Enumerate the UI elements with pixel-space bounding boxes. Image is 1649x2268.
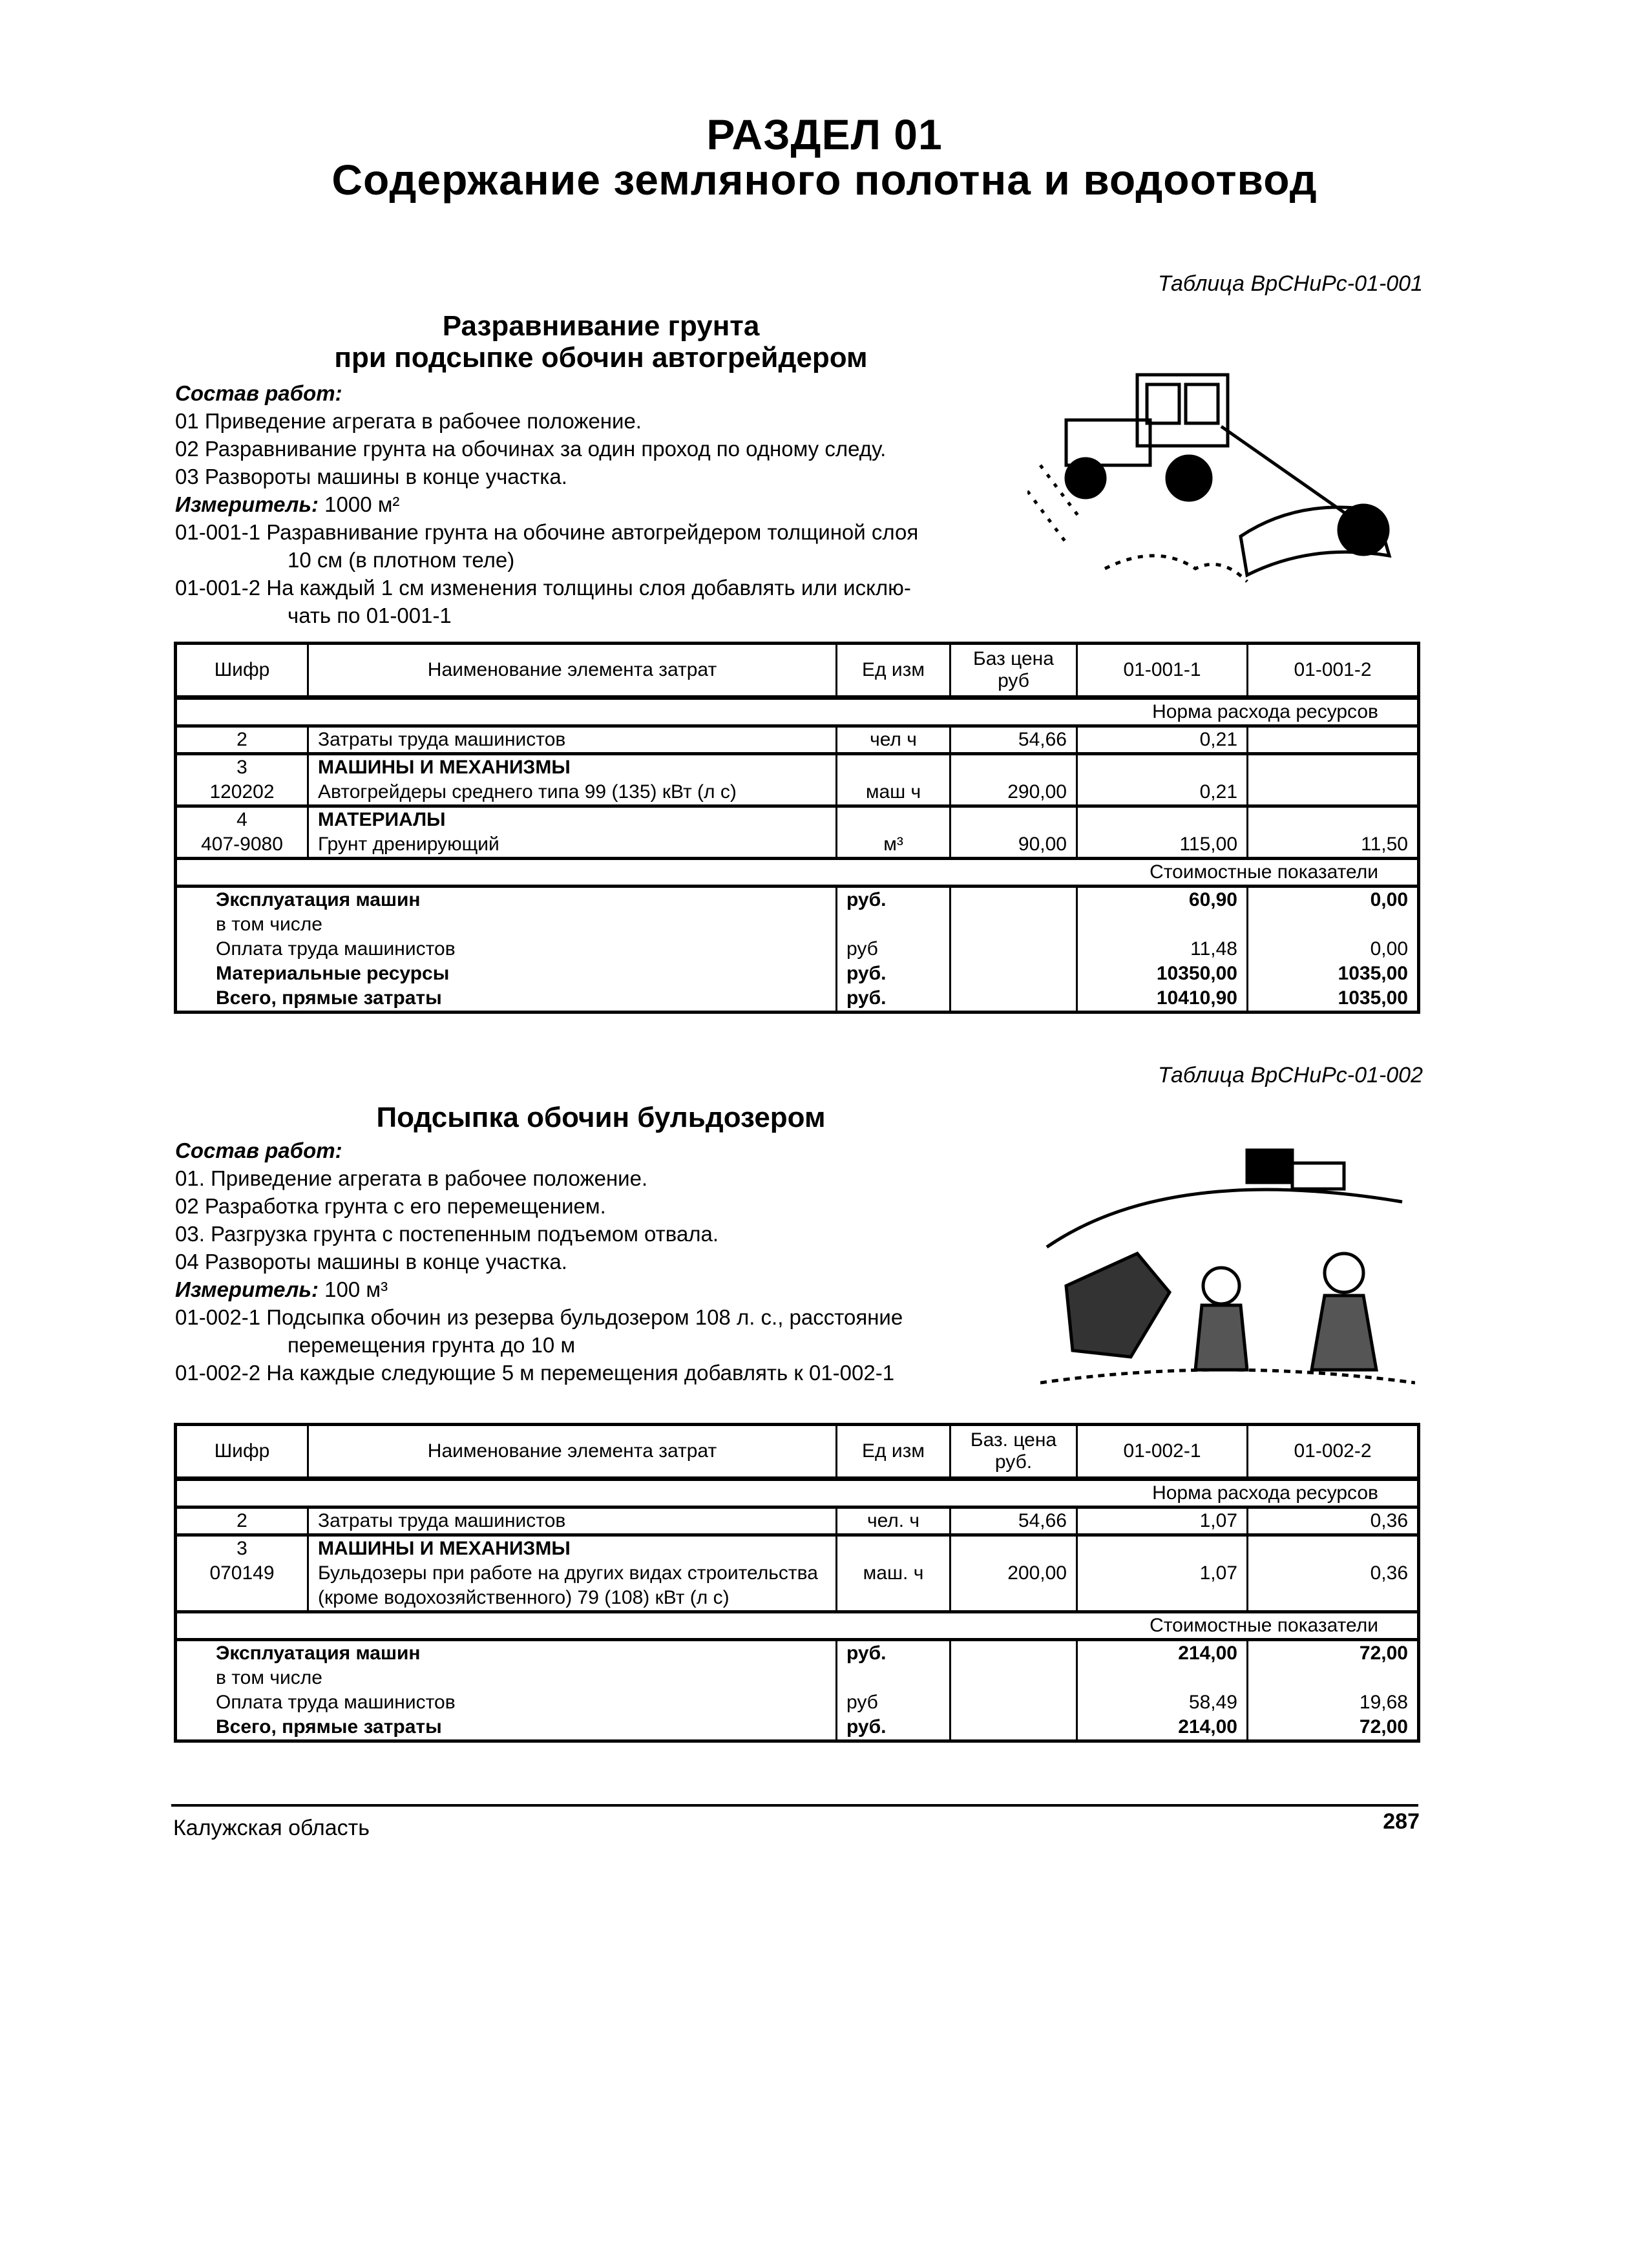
price-cell [951,1535,1077,1612]
cost-units [837,887,951,1013]
text [1087,912,1237,937]
table-row [176,1535,1419,1612]
norm-description: 01-002-2 На каждые следующие 5 м перемещения добавлять к 01-002-1 [175,1361,895,1385]
norm-description: 01-002-1 Подсыпка обочин из резерва бульдозером 108 л. с., расстояние [175,1305,903,1329]
table-label: Таблица ВрСНиРс-01-001 [1157,271,1423,296]
value-cell [1248,754,1419,806]
price-cell [951,1507,1077,1535]
text: 10410,90 [1156,987,1237,1009]
unit-cell [837,754,951,806]
text: 11,50 [1361,834,1408,855]
text: 0,36 [1370,1562,1408,1584]
text: м³ [883,834,903,855]
text: 3 [236,757,247,778]
text: чел ч [870,729,917,750]
work-step: 03. Разгрузка грунта с постепенным подъемом отвала. [175,1222,719,1246]
section-subtitle: Содержание земляного полотна и водоотвод [331,156,1318,204]
work-title: Состав работ: [175,381,342,405]
table-heading: Подсыпка обочин бульдозером [376,1102,826,1133]
text [846,912,940,937]
motor-grader-illustration [1027,349,1415,620]
norm-description: 01-001-2 На каждый 1 см изменения толщины слоя добавлять или исклю- [175,576,911,600]
resource-table [174,642,1420,1014]
cost-section-label: Стоимостные показатели [176,1612,1419,1640]
text: Затраты труда машинистов [318,729,566,750]
header-cell: Наименование элемента затрат [308,1425,837,1479]
text: маш ч [865,781,921,803]
unit-cell [837,1507,951,1535]
value-cell [1077,1535,1248,1612]
cost-rows [176,1640,1419,1741]
text [1257,912,1408,937]
meter-label: Измеритель: [175,492,319,516]
table-row [176,1507,1419,1535]
header-cell: Наименование элемента затрат [308,644,837,698]
text: 58,49 [1188,1692,1237,1713]
text: Грунт дренирующий [318,834,499,855]
cost-names [176,1640,837,1741]
work-step: 04 Развороты машины в конце участка. [175,1250,567,1274]
table-header [176,644,1419,698]
cost-values-2 [1248,1640,1419,1741]
text: МАШИНЫ И МЕХАНИЗМЫ [318,757,571,778]
table-row [176,806,1419,859]
text: руб. [846,889,887,910]
name-cell [308,1507,837,1535]
norm-description-cont: чать по 01-001-1 [288,604,452,627]
text: Материальные ресурсы [216,963,450,984]
cost-empty [951,1640,1077,1741]
work-step: 03 Развороты машины в конце участка. [175,465,567,488]
text: руб. [846,1643,887,1664]
text: руб [846,1692,878,1713]
text: 290,00 [1007,781,1067,803]
text: 10350,00 [1156,963,1237,984]
footer-region: Калужская область [173,1816,370,1840]
norm-description: 01-001-1 Разравнивание грунта на обочине автогрейдером толщиной слоя [175,520,919,544]
value-cell [1077,754,1248,806]
text: МАТЕРИАЛЫ [318,809,446,830]
text [846,1666,940,1690]
cost-section-row [176,859,1419,887]
text: 72,00 [1359,1716,1408,1738]
norm-section-row [176,698,1419,726]
text: 60,90 [1188,889,1237,910]
text: руб. [846,987,887,1009]
text: 0,36 [1370,1510,1408,1531]
text: 1,07 [1199,1562,1237,1584]
text: Оплата труда машинистов [216,1692,456,1713]
header-cell: Шифр [176,644,308,698]
price-cell [951,754,1077,806]
header-cell: Шифр [176,1425,308,1479]
code-cell [176,1507,308,1535]
price-cell [951,726,1077,754]
header-cell: Ед изм [837,644,951,698]
text: Эксплуатация машин [216,1643,421,1664]
cost-values-1 [1077,1640,1248,1741]
footer-divider [171,1804,1418,1807]
price-cell [951,806,1077,859]
norm-section-label: Норма расхода ресурсов [176,698,1419,726]
unit-cell [837,726,951,754]
table-label: Таблица ВрСНиРс-01-002 [1157,1063,1423,1087]
text: 407-9080 [201,834,283,855]
cost-rows [176,887,1419,1013]
text: 0,00 [1370,938,1408,960]
text: Эксплуатация машин [216,889,421,910]
norm-description-cont: 10 см (в плотном теле) [288,548,515,572]
text: 54,66 [1018,1510,1067,1531]
text: чел. ч [867,1510,920,1531]
text: 214,00 [1178,1716,1237,1738]
name-cell [308,726,837,754]
cost-names [176,887,837,1013]
resource-table [174,1423,1420,1743]
text: 0,21 [1199,781,1237,803]
work-title: Состав работ: [175,1139,342,1162]
table-heading: при подсыпке обочин автогрейдером [334,342,868,373]
table-row [176,754,1419,806]
table-heading: Разравнивание грунта [442,310,760,342]
cost-units [837,1640,951,1741]
header-cell: 01-001-1 [1077,644,1248,698]
code-cell [176,754,308,806]
text: 3 [236,1538,247,1559]
work-step: 02 Разравнивание грунта на обочинах за один проход по одному следу. [175,437,887,461]
value-cell [1077,1507,1248,1535]
text: Затраты труда машинистов [318,1510,566,1531]
text: 1035,00 [1338,987,1408,1009]
text: 1035,00 [1338,963,1408,984]
header-cell: 01-001-2 [1248,644,1419,698]
header-cell: Ед изм [837,1425,951,1479]
text: 2 [236,729,247,750]
text: в том числе [216,1667,322,1688]
text: Оплата труда машинистов [216,938,456,960]
cost-section-label: Стоимостные показатели [176,859,1419,887]
cost-values-1 [1077,887,1248,1013]
name-cell [308,754,837,806]
work-step: 01 Приведение агрегата в рабочее положение. [175,409,642,433]
text [1087,1666,1237,1690]
value-cell [1248,1535,1419,1612]
text: 54,66 [1018,729,1067,750]
text: 120202 [209,781,275,803]
value-cell [1248,726,1419,754]
code-cell [176,726,308,754]
name-cell [308,806,837,859]
text: 214,00 [1178,1643,1237,1664]
text: Бульдозеры при работе на других видах строительства (кроме водохозяйственного) 79 (108) кВт (л с) [318,1562,818,1608]
cost-section-row [176,1612,1419,1640]
text: 0,00 [1370,889,1408,910]
meter [175,1277,388,1302]
meter-label: Измеритель: [175,1277,319,1301]
bulldozer-workers-illustration [1040,1124,1415,1396]
norm-section-row [176,1479,1419,1507]
meter-value: 100 м³ [319,1277,388,1301]
page-number: 287 [1383,1809,1420,1834]
header-cell: Баз. цена руб. [951,1425,1077,1479]
unit-cell [837,1535,951,1612]
work-step: 01. Приведение агрегата в рабочее положение. [175,1166,648,1190]
text: маш. ч [863,1562,924,1584]
text: 0,21 [1199,729,1237,750]
text: 2 [236,1510,247,1531]
value-cell [1077,726,1248,754]
text: 72,00 [1359,1643,1408,1664]
header-cell: 01-002-2 [1248,1425,1419,1479]
text: Всего, прямые затраты [216,1716,442,1738]
norm-description-cont: перемещения грунта до 10 м [288,1333,576,1357]
text [1257,1666,1408,1690]
table-header [176,1425,1419,1479]
code-cell [176,1535,308,1612]
text: 070149 [209,1562,275,1584]
text: руб. [846,1716,887,1738]
meter [175,492,399,517]
text: 1,07 [1199,1510,1237,1531]
text: Автогрейдеры среднего типа 99 (135) кВт (л с) [318,781,737,803]
text: 200,00 [1007,1562,1067,1584]
text: МАШИНЫ И МЕХАНИЗМЫ [318,1538,571,1559]
text: 4 [236,809,247,830]
section-title: РАЗДЕЛ 01 [706,110,943,158]
text: 11,48 [1190,938,1237,960]
value-cell [1248,1507,1419,1535]
text: Всего, прямые затраты [216,987,442,1009]
text: 115,00 [1179,834,1237,855]
text: руб. [846,963,887,984]
unit-cell [837,806,951,859]
text: руб [846,938,878,960]
cost-empty [951,887,1077,1013]
value-cell [1248,806,1419,859]
table-row [176,726,1419,754]
header-cell: 01-002-1 [1077,1425,1248,1479]
text: 90,00 [1018,834,1067,855]
text: в том числе [216,914,322,935]
meter-value: 1000 м² [319,492,400,516]
code-cell [176,806,308,859]
text: 19,68 [1359,1692,1408,1713]
value-cell [1077,806,1248,859]
work-step: 02 Разработка грунта с его перемещением. [175,1194,606,1218]
header-cell: Баз цена руб [951,644,1077,698]
cost-values-2 [1248,887,1419,1013]
norm-section-label: Норма расхода ресурсов [176,1479,1419,1507]
name-cell [308,1535,837,1612]
